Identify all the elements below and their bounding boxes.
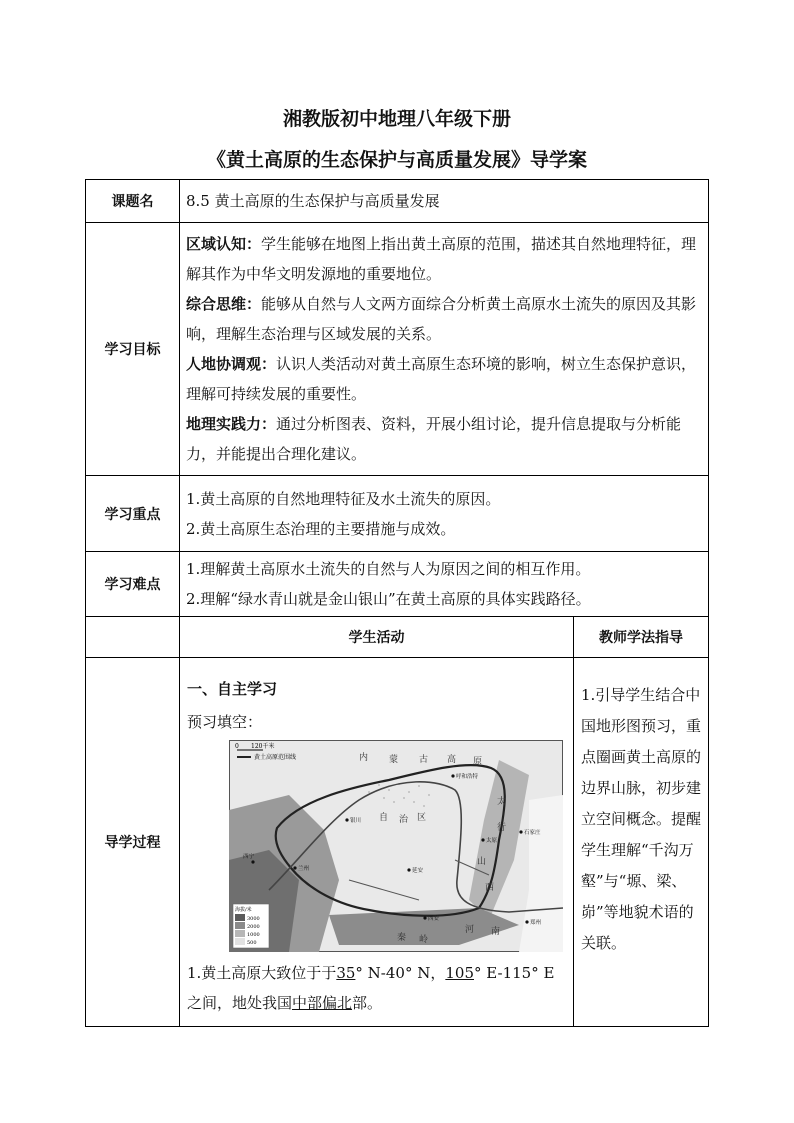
row-difficulty <box>86 552 709 617</box>
focus-item: 1.黄土高原的自然地理特征及水土流失的原因。 <box>186 489 501 508</box>
question-text: ° N-40° N， <box>355 964 446 982</box>
goal-term: 地理实践力： <box>186 415 277 433</box>
row-focus <box>86 476 709 552</box>
goal-term: 区域认知： <box>186 235 262 253</box>
goal-text: 能够从自然与人文两方面综合分析黄土高原水土流失的原因及其影响，理解生态治理与区域发展的关系。 <box>186 295 697 343</box>
svg-text:山: 山 <box>477 857 487 867</box>
student-activity-header: 学生活动 <box>180 617 574 658</box>
svg-text:秦: 秦 <box>397 933 407 943</box>
goal-item <box>186 229 702 289</box>
svg-text:行: 行 <box>497 823 507 833</box>
scale-zero: 0 <box>235 743 239 750</box>
teacher-guidance-header: 教师学法指导 <box>574 617 709 658</box>
teacher-guidance-cell: 1.引导学生结合中国地形图预习，重点圈画黄土高原的边界山脉，初步建立空间概念。提醒学生理解“千沟万壑”与“塬、梁、峁”等地貌术语的关联。 <box>574 658 709 1027</box>
svg-text:石家庄: 石家庄 <box>524 830 541 836</box>
empty-header-cell <box>86 617 180 658</box>
question-text: ° E-115° E 之间，地处我国 <box>187 964 555 1012</box>
process-label: 导学过程 <box>86 658 180 1027</box>
svg-text:兰州: 兰州 <box>298 866 310 872</box>
goal-term: 综合思维： <box>186 295 262 313</box>
topic-label: 课题名 <box>86 180 180 223</box>
study-guide-table <box>85 179 709 1027</box>
goal-text: 学生能够在地图上指出黄土高原的范围，描述其自然地理特征，理解其作为中华文明发源地的重要地位。 <box>186 235 697 283</box>
svg-text:区: 区 <box>417 813 427 823</box>
topic-value: 8.5 黄土高原的生态保护与高质量发展 <box>180 180 709 223</box>
row-process <box>86 658 709 1027</box>
svg-text:内: 内 <box>359 753 369 763</box>
svg-text:岭: 岭 <box>419 935 429 945</box>
goal-item <box>186 409 702 469</box>
document-title: 湘教版初中地理八年级下册 <box>282 108 511 130</box>
elevation-level: 500 <box>247 940 257 946</box>
elevation-legend-title: 海拔/米 <box>235 907 252 913</box>
svg-text:太原: 太原 <box>486 838 498 844</box>
difficulty-item: 2.理解“绿水青山就是金山银山”在黄土高原的具体实践路径。 <box>186 590 591 608</box>
goals-content <box>180 223 709 476</box>
goal-text: 认识人类活动对黄土高原生态环境的影响，树立生态保护意识，理解可持续发展的重要性。 <box>186 355 697 403</box>
goal-item <box>186 349 702 409</box>
difficulty-content <box>180 552 709 617</box>
question-1 <box>187 958 567 1018</box>
focus-content <box>180 476 709 552</box>
question-text: 部。 <box>352 994 383 1012</box>
answer-blank: 105 <box>445 964 474 982</box>
svg-text:治: 治 <box>399 815 409 825</box>
svg-text:南: 南 <box>491 927 501 937</box>
question-text: 1.黄土高原大致位于于 <box>187 964 337 982</box>
svg-text:延安: 延安 <box>412 868 424 874</box>
answer-blank: 35 <box>336 964 356 982</box>
elevation-level: 2000 <box>247 924 260 930</box>
row-column-header <box>86 617 709 658</box>
legend-boundary-label: 黄土高原范围线 <box>254 754 297 761</box>
answer-blank: 中部偏北 <box>292 994 353 1012</box>
svg-text:呼和浩特: 呼和浩特 <box>456 774 479 780</box>
focus-item: 2.黄土高原生态治理的主要措施与成效。 <box>186 519 456 538</box>
difficulty-label: 学习难点 <box>86 552 180 617</box>
svg-text:太: 太 <box>497 797 507 807</box>
svg-text:西安: 西安 <box>428 916 440 922</box>
svg-text:原: 原 <box>473 757 483 767</box>
svg-text:西: 西 <box>485 883 495 893</box>
document-subtitle: 《黄土高原的生态保护与高质量发展》导学案 <box>206 149 587 171</box>
svg-text:西宁: 西宁 <box>243 854 255 860</box>
section-heading: 一、自主学习 <box>187 680 278 698</box>
svg-text:高: 高 <box>447 755 457 765</box>
svg-text:蒙: 蒙 <box>389 755 399 765</box>
svg-text:银川: 银川 <box>350 818 362 824</box>
difficulty-item: 1.理解黄土高原水土流失的自然与人为原因之间的相互作用。 <box>186 560 591 578</box>
row-topic <box>86 180 709 223</box>
scale-label: 120千米 <box>251 743 275 750</box>
loess-plateau-map <box>229 740 563 952</box>
row-goals <box>86 223 709 476</box>
prefill-label: 预习填空： <box>187 713 263 731</box>
goal-item <box>186 289 702 349</box>
focus-label: 学习重点 <box>86 476 180 552</box>
goals-label: 学习目标 <box>86 223 180 476</box>
svg-text:古: 古 <box>419 755 429 765</box>
student-activity-cell <box>180 658 574 1027</box>
svg-text:河: 河 <box>465 925 475 935</box>
svg-text:自: 自 <box>379 813 389 823</box>
elevation-level: 1000 <box>247 932 260 938</box>
elevation-level: 3000 <box>247 916 260 922</box>
svg-text:郑州: 郑州 <box>530 920 542 926</box>
goal-text: 通过分析图表、资料，开展小组讨论，提升信息提取与分析能力，并能提出合理化建议。 <box>186 415 682 463</box>
goal-term: 人地协调观： <box>186 355 277 373</box>
